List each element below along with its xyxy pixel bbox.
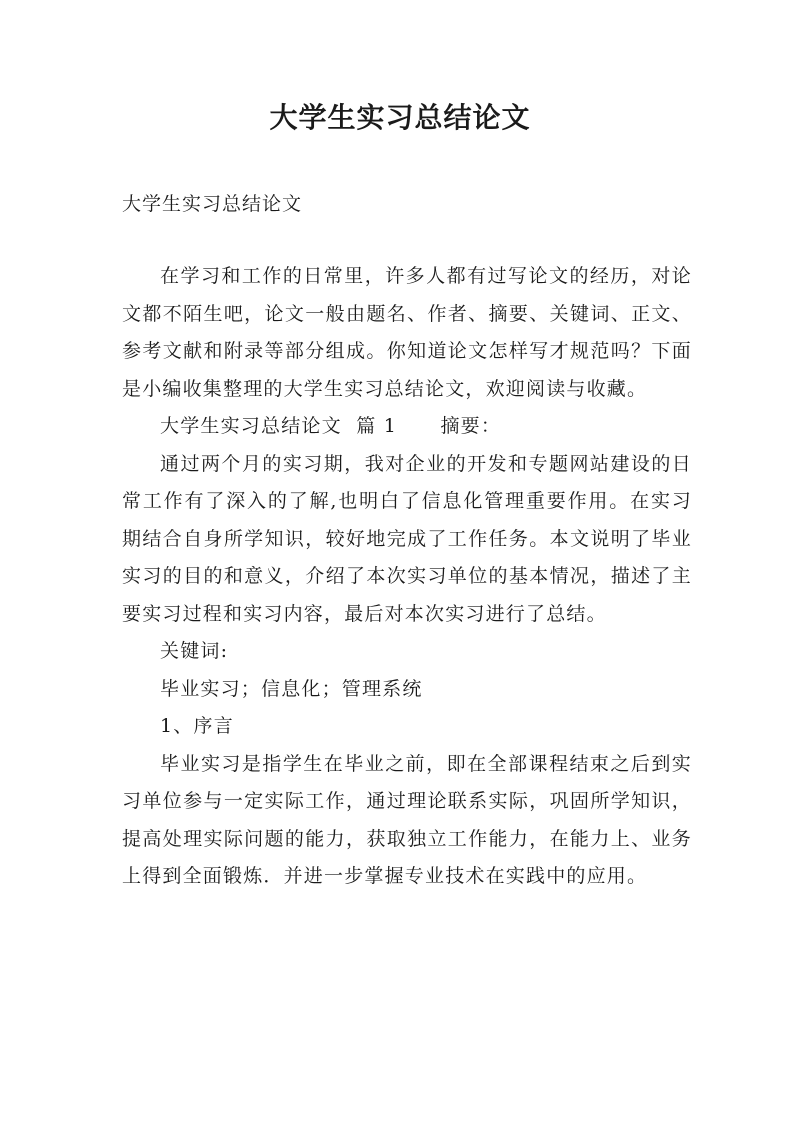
document-body <box>122 258 692 896</box>
keywords-label: 关键词: <box>160 640 229 662</box>
section-heading-preface: 1、序言 <box>160 715 234 737</box>
intro-paragraph: 在学习和工作的日常里，许多人都有过写论文的经历，对论文都不陌生吧，论文一般由题名、作者、摘要、关键词、正文、参考文献和附录等部分组成。你知道论文怎样写才规范吗？下面是小编收集整理的大学生实习总结论文，欢迎阅读与收藏。 <box>122 265 692 400</box>
preface-paragraph: 毕业实习是指学生在毕业之前，即在全部课程结束之后到实习单位参与一定实际工作，通过理论联系实际，巩固所学知识，提高处理实际问题的能力，获取独立工作能力，在能力上、业务上得到全面锻炼．并进一步掌握专业技术在实践中的应用。 <box>122 752 692 887</box>
abstract-paragraph: 通过两个月的实习期，我对企业的开发和专题网站建设的日常工作有了深入的了解,也明白了信息化管理重要作用。在实习期结合自身所学知识，较好地完成了工作任务。本文说明了毕业实习的目的和意义，介绍了本次实习单位的基本情况，描述了主要实习过程和实习内容，最后对本次实习进行了总结。 <box>122 452 692 625</box>
document-title: 大学生实习总结论文 <box>269 101 531 134</box>
section-heading-abstract: 大学生实习总结论文 篇 1 摘要： <box>160 415 502 437</box>
document-subtitle: 大学生实习总结论文 <box>122 193 303 215</box>
keywords-list: 毕业实习；信息化；管理系统 <box>160 677 423 700</box>
